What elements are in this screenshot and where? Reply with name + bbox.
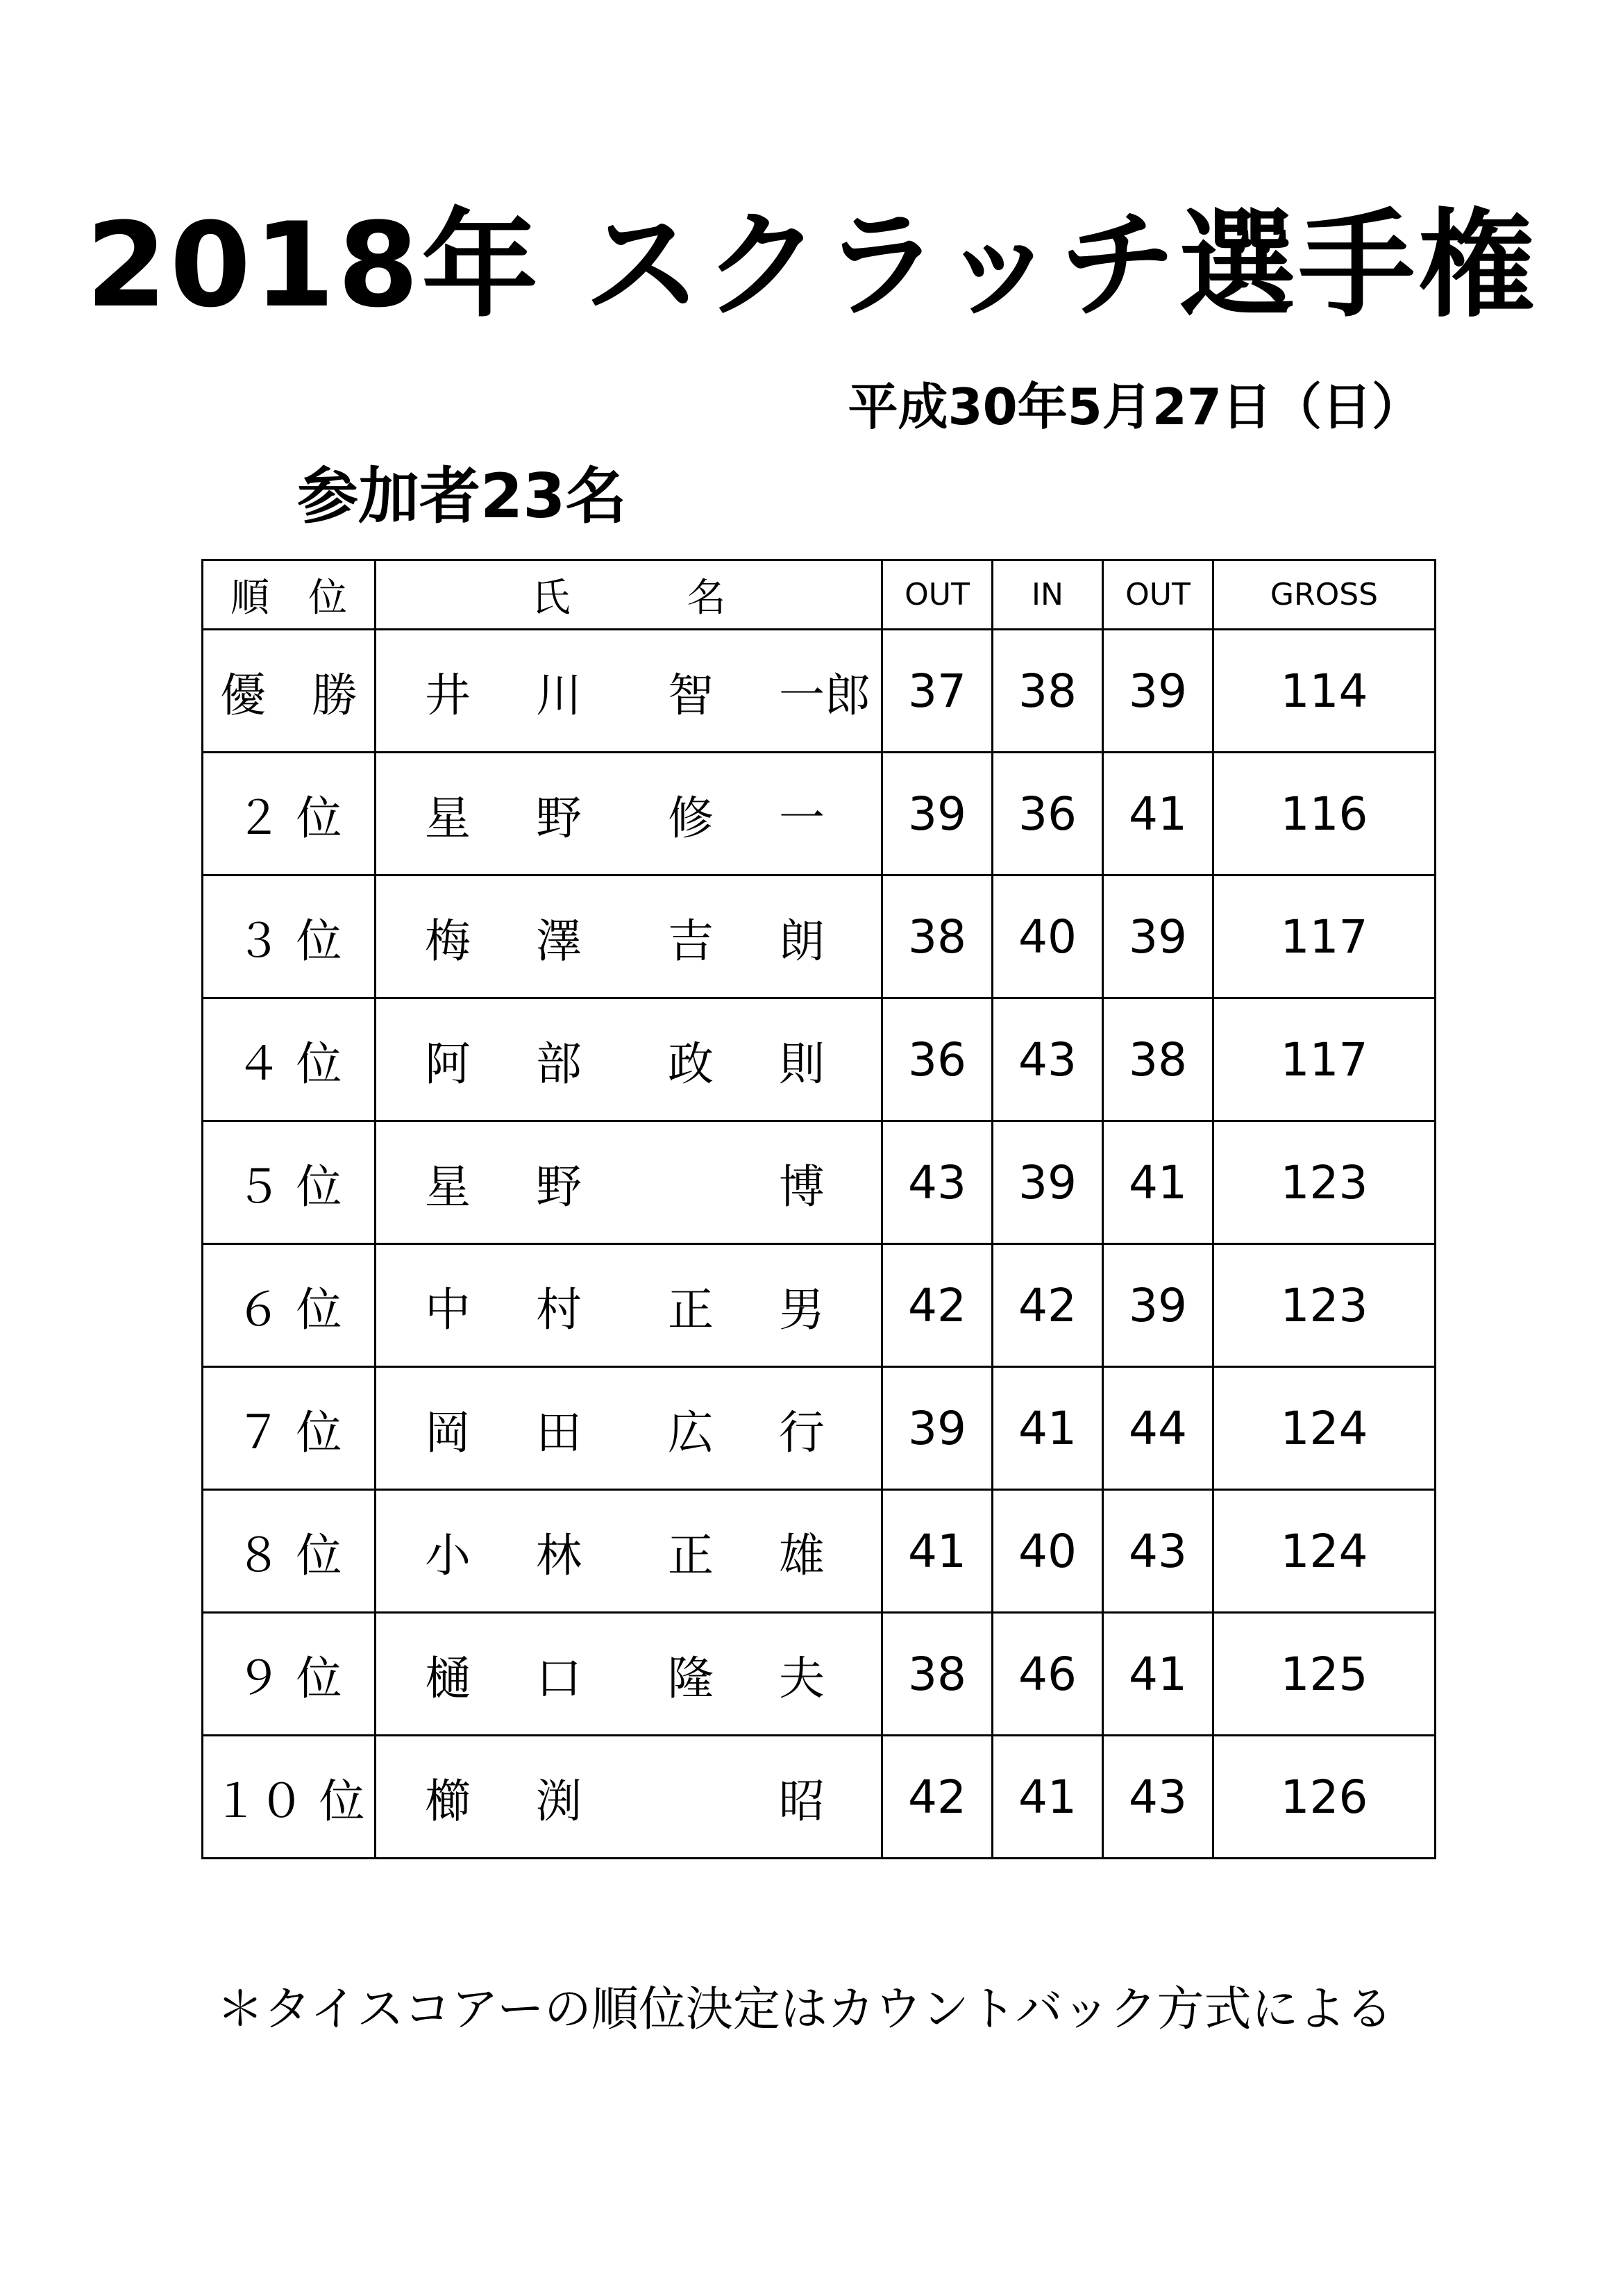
table-row <box>203 753 1436 875</box>
tie-break-note: ＊タイスコアーの順位決定はカウントバック方式による <box>217 1982 1393 2037</box>
gross-score-cell: 126 <box>1213 1736 1436 1859</box>
in-score-cell: 46 <box>993 1613 1103 1736</box>
name-part: 岡 <box>425 1405 471 1459</box>
name-part: 正 <box>668 1282 714 1336</box>
name-part: 智 <box>668 668 714 722</box>
name-part: 博 <box>779 1159 825 1214</box>
gross-score-cell: 123 <box>1213 1121 1436 1244</box>
header-name: 氏 名 <box>376 560 882 630</box>
rank-cell: ２ 位 <box>203 753 376 875</box>
header-out-1: OUT <box>882 560 993 630</box>
name-part: 田 <box>536 1405 582 1459</box>
results-table <box>201 559 1436 1859</box>
event-date: 平成30年5月27日（日） <box>848 378 1422 436</box>
name-cell <box>376 875 882 998</box>
table-row <box>203 875 1436 998</box>
name-part: 樋 <box>425 1651 471 1705</box>
player-name <box>376 658 881 724</box>
gross-score-cell: 117 <box>1213 998 1436 1121</box>
name-part: 井 <box>425 668 471 722</box>
table-row <box>203 1736 1436 1859</box>
name-part: 澤 <box>536 914 582 968</box>
gross-score-cell: 116 <box>1213 753 1436 875</box>
in-score-cell: 41 <box>993 1367 1103 1490</box>
out2-score-cell: 38 <box>1103 998 1213 1121</box>
header-in: IN <box>993 560 1103 630</box>
rank-cell: ６ 位 <box>203 1244 376 1367</box>
gross-score-cell: 125 <box>1213 1613 1436 1736</box>
name-part: 川 <box>536 668 582 722</box>
name-part: 昭 <box>779 1774 825 1828</box>
table-row <box>203 1613 1436 1736</box>
table-row <box>203 1367 1436 1490</box>
out2-score-cell: 43 <box>1103 1736 1213 1859</box>
name-part: 阿 <box>425 1037 471 1091</box>
in-score-cell: 40 <box>993 875 1103 998</box>
header-out-2: OUT <box>1103 560 1213 630</box>
header-gross: GROSS <box>1213 560 1436 630</box>
name-cell <box>376 1367 882 1490</box>
name-part: 星 <box>425 791 471 845</box>
out1-score-cell: 43 <box>882 1121 993 1244</box>
rank-cell: ４ 位 <box>203 998 376 1121</box>
gross-score-cell: 123 <box>1213 1244 1436 1367</box>
name-part <box>668 1764 779 1830</box>
rank-cell: ５ 位 <box>203 1121 376 1244</box>
name-part: 政 <box>668 1037 714 1091</box>
name-part: 野 <box>536 1159 582 1214</box>
name-part: 一郎 <box>779 668 871 722</box>
rank-cell: 優 勝 <box>203 630 376 753</box>
in-score-cell: 42 <box>993 1244 1103 1367</box>
out2-score-cell: 43 <box>1103 1490 1213 1613</box>
rank-cell: ８ 位 <box>203 1490 376 1613</box>
name-part: 吉 <box>668 914 714 968</box>
name-cell <box>376 1613 882 1736</box>
out1-score-cell: 38 <box>882 875 993 998</box>
name-part: 則 <box>779 1037 825 1091</box>
table-row <box>203 1244 1436 1367</box>
name-part <box>668 1150 779 1216</box>
out1-score-cell: 42 <box>882 1244 993 1367</box>
player-name <box>376 1150 881 1216</box>
name-part: 夫 <box>779 1651 825 1705</box>
name-part: 野 <box>536 791 582 845</box>
name-part: 部 <box>536 1037 582 1091</box>
out1-score-cell: 37 <box>882 630 993 753</box>
out1-score-cell: 39 <box>882 1367 993 1490</box>
player-name <box>376 1027 881 1093</box>
participant-count: 参加者23名 <box>297 460 627 532</box>
rank-cell: ７ 位 <box>203 1367 376 1490</box>
name-part: 男 <box>779 1282 825 1336</box>
name-part: 広 <box>668 1405 714 1459</box>
name-part: 正 <box>668 1528 714 1582</box>
name-part: 星 <box>425 1159 471 1214</box>
player-name <box>376 1641 881 1707</box>
name-cell <box>376 1736 882 1859</box>
player-name <box>376 904 881 970</box>
name-part: 林 <box>536 1528 582 1582</box>
name-part: 小 <box>425 1528 471 1582</box>
in-score-cell: 38 <box>993 630 1103 753</box>
table-header-row <box>203 560 1436 630</box>
out1-score-cell: 42 <box>882 1736 993 1859</box>
out2-score-cell: 41 <box>1103 1613 1213 1736</box>
out1-score-cell: 39 <box>882 753 993 875</box>
player-name <box>376 781 881 847</box>
table-row <box>203 998 1436 1121</box>
name-cell <box>376 1121 882 1244</box>
out1-score-cell: 36 <box>882 998 993 1121</box>
name-part: 中 <box>425 1282 471 1336</box>
out2-score-cell: 41 <box>1103 1121 1213 1244</box>
name-part: 一 <box>779 791 825 845</box>
name-part: 雄 <box>779 1528 825 1582</box>
in-score-cell: 40 <box>993 1490 1103 1613</box>
name-part: 行 <box>779 1405 825 1459</box>
gross-score-cell: 124 <box>1213 1367 1436 1490</box>
out2-score-cell: 39 <box>1103 875 1213 998</box>
out2-score-cell: 39 <box>1103 1244 1213 1367</box>
name-cell <box>376 753 882 875</box>
in-score-cell: 41 <box>993 1736 1103 1859</box>
name-part: 村 <box>536 1282 582 1336</box>
table-row <box>203 1121 1436 1244</box>
name-part: 隆 <box>668 1651 714 1705</box>
player-name <box>376 1518 881 1584</box>
in-score-cell: 43 <box>993 998 1103 1121</box>
name-part: 櫛 <box>425 1774 471 1828</box>
name-cell <box>376 1244 882 1367</box>
player-name <box>376 1273 881 1339</box>
gross-score-cell: 114 <box>1213 630 1436 753</box>
name-part: 渕 <box>536 1774 582 1828</box>
table-row <box>203 1490 1436 1613</box>
name-cell <box>376 998 882 1121</box>
gross-score-cell: 124 <box>1213 1490 1436 1613</box>
name-cell <box>376 1490 882 1613</box>
name-cell <box>376 630 882 753</box>
rank-cell: ３ 位 <box>203 875 376 998</box>
in-score-cell: 36 <box>993 753 1103 875</box>
name-part: 修 <box>668 791 714 845</box>
gross-score-cell: 117 <box>1213 875 1436 998</box>
table-row <box>203 630 1436 753</box>
name-part: 口 <box>536 1651 582 1705</box>
page-title: 2018年 スクラッチ選手権 <box>85 197 1538 333</box>
name-part: 梅 <box>425 914 471 968</box>
out1-score-cell: 38 <box>882 1613 993 1736</box>
header-rank: 順 位 <box>203 560 376 630</box>
out2-score-cell: 41 <box>1103 753 1213 875</box>
results-body <box>203 630 1436 1859</box>
rank-cell: １０ 位 <box>203 1736 376 1859</box>
in-score-cell: 39 <box>993 1121 1103 1244</box>
player-name <box>376 1764 881 1830</box>
player-name <box>376 1396 881 1461</box>
rank-cell: ９ 位 <box>203 1613 376 1736</box>
out2-score-cell: 39 <box>1103 630 1213 753</box>
name-part: 朗 <box>779 914 825 968</box>
out1-score-cell: 41 <box>882 1490 993 1613</box>
out2-score-cell: 44 <box>1103 1367 1213 1490</box>
